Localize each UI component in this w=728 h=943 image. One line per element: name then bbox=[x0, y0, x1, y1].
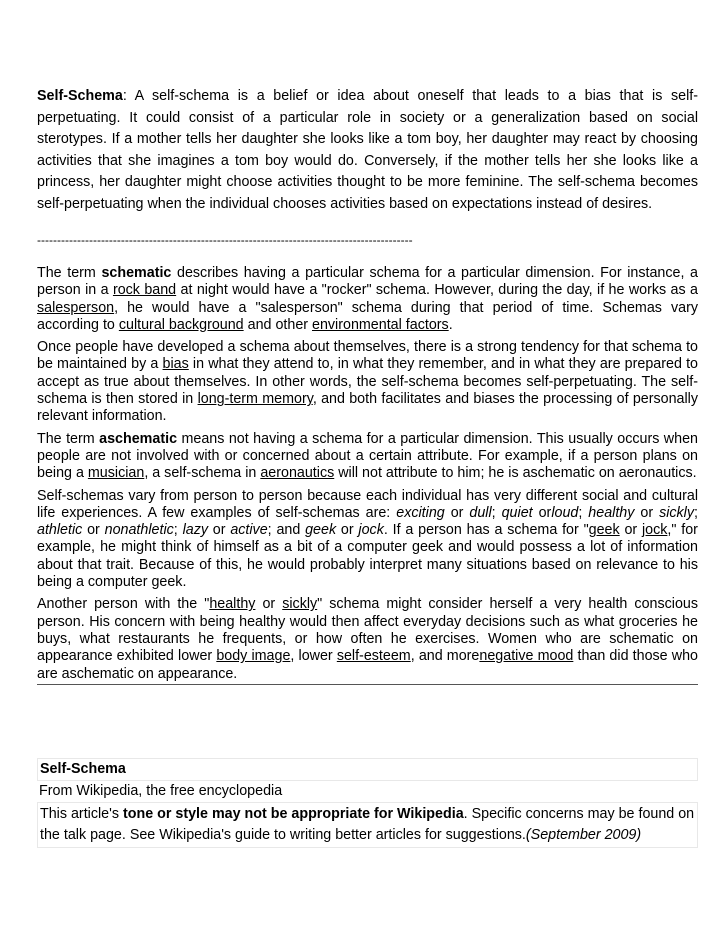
italic-term: nonathletic bbox=[104, 522, 174, 539]
italic-term: lazy bbox=[182, 522, 208, 539]
text: or bbox=[255, 596, 283, 613]
dashed-separator: ---------------------------------------------------------------------------------------------- bbox=[37, 233, 413, 247]
text: or bbox=[208, 522, 231, 539]
text: . Specific concerns may be found on the talk page. See Wikipedia's guide to writing better articles for suggestions. bbox=[40, 806, 695, 843]
link-rock-band[interactable]: rock band bbox=[112, 282, 177, 299]
text: at night would have a "rocker" schema. However, during the day, if he works as a bbox=[176, 282, 698, 299]
link-aeronautics[interactable]: aeronautics bbox=[260, 465, 335, 482]
text: The term bbox=[37, 265, 102, 281]
italic-term: athletic bbox=[37, 522, 83, 539]
self-schema-summary bbox=[37, 86, 698, 216]
link-sickly[interactable]: sickly bbox=[282, 596, 318, 613]
term-schematic: schematic bbox=[101, 265, 172, 281]
text: . bbox=[448, 316, 453, 333]
italic-term: healthy bbox=[588, 504, 635, 521]
text: Self-schemas vary from person to person because each individual has very different social and cultural life experiences. A few examples of self-schemas are: bbox=[37, 487, 698, 521]
text: ; bbox=[173, 522, 183, 539]
italic-term: exciting bbox=[396, 504, 445, 521]
text: ; bbox=[491, 504, 502, 521]
wikipedia-excerpt bbox=[37, 758, 698, 848]
link-self-esteem[interactable]: self-esteem bbox=[336, 648, 411, 665]
text: or bbox=[336, 522, 359, 539]
link-cultural-background[interactable]: cultural background bbox=[118, 316, 244, 333]
summary-term: Self-Schema bbox=[37, 88, 123, 104]
link-salesperson[interactable]: salesperson bbox=[37, 299, 115, 316]
italic-term: sickly bbox=[659, 504, 695, 521]
text: means not having a schema for a particular dimension. This usually occurs when people are not involved with or concerned about a certain attribute. For example, if a person plans on being a bbox=[37, 430, 698, 482]
text: ; bbox=[578, 504, 589, 521]
link-jock[interactable]: jock bbox=[641, 522, 668, 539]
link-body-image[interactable]: body image bbox=[216, 648, 291, 665]
paragraph-examples bbox=[37, 488, 698, 592]
text: " schema might consider herself a very health conscious person. His concern with being healthy would then affect everyday decisions such as what groceries he buys, what restaurants he frequents, or how often he exercises. Women who are schematic on appearance exhibited lower bbox=[37, 596, 698, 665]
text: or bbox=[619, 522, 642, 539]
italic-term: loud bbox=[551, 504, 579, 521]
text: ," for example, he might think of himself as a bit of a computer geek and would possess a lot of information about that trait. Because of this, he would probably interpret many situations based on relevance to his being a computer geek. bbox=[37, 522, 698, 591]
text: , and more bbox=[410, 648, 480, 665]
text: will not attribute to him; he is aschematic on aeronautics. bbox=[334, 465, 697, 482]
text: , lower bbox=[290, 648, 337, 665]
link-healthy[interactable]: healthy bbox=[209, 596, 256, 613]
italic-term: geek bbox=[305, 522, 337, 539]
text: ; and bbox=[267, 522, 306, 539]
text: or bbox=[444, 504, 470, 521]
text: ; bbox=[694, 504, 698, 521]
text: . If a person has a schema for " bbox=[383, 522, 589, 539]
link-geek[interactable]: geek bbox=[588, 522, 620, 539]
text: Once people have developed a schema about themselves, there is a strong tendency for that schema to be maintained by a bbox=[37, 339, 698, 373]
italic-term: dull bbox=[469, 504, 492, 521]
paragraph-health bbox=[37, 596, 698, 684]
link-long-term-memory[interactable]: long-term memory bbox=[197, 391, 313, 408]
notice-emphasis: tone or style may not be appropriate for Wikipedia bbox=[122, 806, 464, 822]
text: The term bbox=[37, 430, 100, 447]
wiki-subtitle: From Wikipedia, the free encyclopedia bbox=[37, 781, 698, 803]
paragraph-schematic bbox=[37, 265, 698, 334]
text: or bbox=[82, 522, 105, 539]
italic-term: jock bbox=[358, 522, 384, 539]
paragraph-self-perpetuating bbox=[37, 339, 698, 425]
link-environmental-factors[interactable]: environmental factors bbox=[312, 316, 449, 333]
text: in what they attend to, in what they remember, and in what they are prepared to accept as true about themselves. In other words, the self-schema becomes self-perpetuating. The self-schema is then stored in bbox=[37, 356, 698, 408]
wiki-title: Self-Schema bbox=[37, 758, 698, 781]
paragraph-aschematic bbox=[37, 431, 698, 483]
link-negative-mood[interactable]: negative mood bbox=[479, 648, 574, 665]
text: and other bbox=[243, 316, 312, 333]
text: describes having a particular schema for a particular dimension. For instance, a person in a bbox=[37, 265, 698, 299]
italic-term: quiet bbox=[501, 504, 533, 521]
notice-date: (September 2009) bbox=[525, 827, 642, 843]
text: than did those who are aschematic on appearance. bbox=[37, 648, 698, 682]
text: , a self-schema in bbox=[144, 465, 261, 482]
text: , and both facilitates and biases the processing of personally relevant information. bbox=[37, 391, 699, 425]
text: Another person with the " bbox=[37, 596, 210, 613]
term-aschematic: aschematic bbox=[99, 430, 178, 447]
text: , he would have a "salesperson" schema during that period of time. Schemas vary according to bbox=[37, 299, 698, 333]
text: or bbox=[532, 504, 552, 521]
wiki-style-notice bbox=[37, 803, 698, 848]
text: or bbox=[634, 504, 660, 521]
summary-text: : A self-schema is a belief or idea about oneself that leads to a bias that is self-perpetuating. It could consist of a particular role in society or a generalization based on social sterotypes. If a mother tells her daughter she looks like a tom boy, her daughter may react by choosing activities that she imagines a tom boy would do. Conversely, if the mother tells her she looks like a princess, her daughter might choose activities thought to be more feminine. The self-schema becomes self-perpetuating when the individual chooses activities based on expectations instead of desires. bbox=[37, 88, 698, 212]
italic-term: active bbox=[230, 522, 268, 539]
link-bias[interactable]: bias bbox=[162, 356, 189, 373]
article-body bbox=[37, 265, 698, 685]
text: This article's bbox=[40, 806, 123, 822]
link-musician[interactable]: musician bbox=[87, 465, 145, 482]
